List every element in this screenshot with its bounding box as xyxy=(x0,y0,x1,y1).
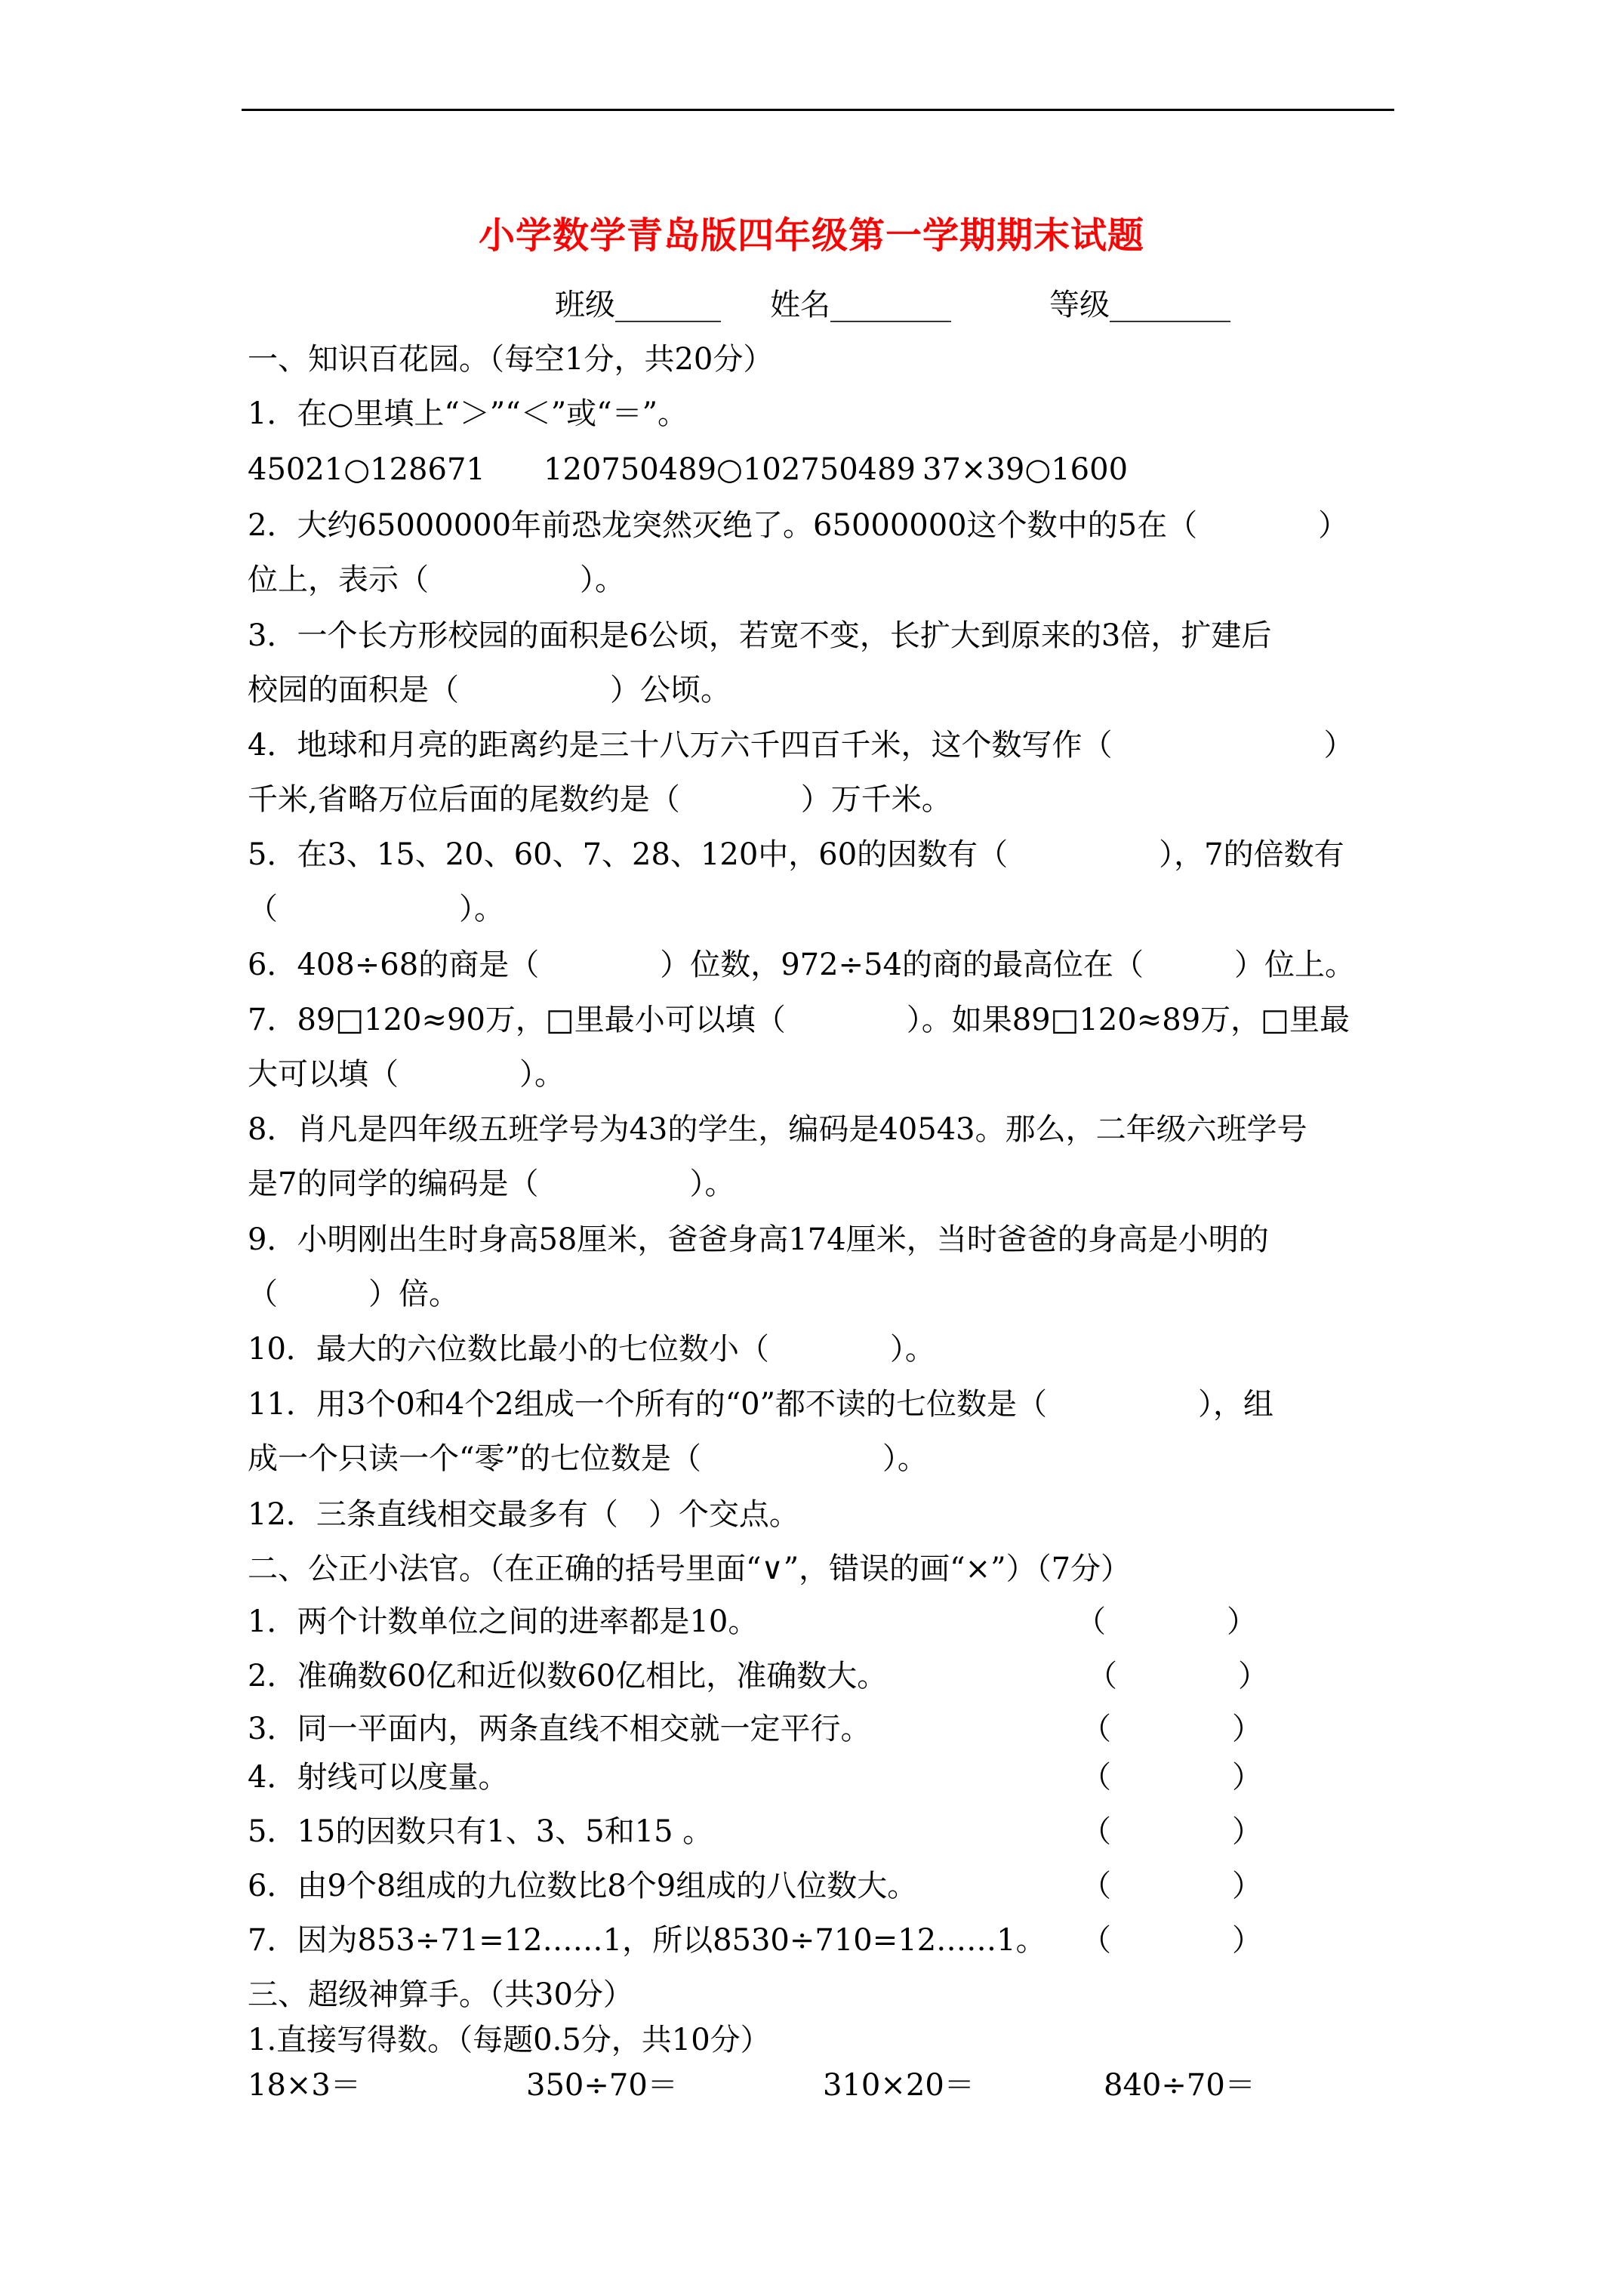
q7-line-2: 大可以填（ ）。 xyxy=(248,1057,565,1092)
q9-line-1: 9．小明刚出生时身高58厘米，爸爸身高174厘米，当时爸爸的身高是小明的 xyxy=(248,1222,1269,1257)
q7-line-1: 7．89□120≈90万，□里最小可以填（ ）。如果89□120≈89万，□里最 xyxy=(248,1003,1350,1037)
q1-text: 1．在○里填上“＞”“＜”或“＝”。 xyxy=(248,396,688,431)
class-field: 班级_______ xyxy=(555,288,721,322)
q5-line-2: （ ）。 xyxy=(248,892,504,926)
judge-item-3: 3．同一平面内，两条直线不相交就一定平行。 xyxy=(248,1712,871,1746)
judge-item-4: 4．射线可以度量。 xyxy=(248,1760,509,1795)
judge-bracket-4: （ ） xyxy=(1081,1760,1262,1795)
q4-line-2: 千米,省略万位后面的尾数约是（ ）万千米。 xyxy=(248,782,952,817)
calc-item-2: 350÷70＝ xyxy=(526,2068,678,2103)
q10-text: 10．最大的六位数比最小的七位数小（ ）。 xyxy=(248,1332,935,1367)
section3-sub1: 1.直接写得数。（每题0.5分，共10分） xyxy=(248,2023,771,2057)
judge-item-1: 1．两个计数单位之间的进率都是10。 xyxy=(248,1604,759,1639)
q3-line-1: 3．一个长方形校园的面积是6公顷，若宽不变，长扩大到原来的3倍，扩建后 xyxy=(248,618,1272,653)
judge-item-7: 7．因为853÷71=12……1，所以8530÷710=12……1。 xyxy=(248,1923,1046,1958)
grade-field: 等级________ xyxy=(1049,288,1230,322)
q1-item-3: 37×39○1600 xyxy=(922,452,1129,487)
q1-item-2: 120750489○102750489 xyxy=(544,452,916,487)
q8-line-1: 8．肖凡是四年级五班学号为43的学生，编码是40543。那么，二年级六班学号 xyxy=(248,1112,1307,1147)
q6-text: 6．408÷68的商是（ ）位数，972÷54的商的最高位在（ ）位上。 xyxy=(248,948,1355,982)
q2-line-1: 2．大约65000000年前恐龙突然灭绝了。65000000这个数中的5在（ ） xyxy=(248,508,1349,543)
page-title: 小学数学青岛版四年级第一学期期末试题 xyxy=(478,214,1144,257)
section1-heading: 一、知识百花园。（每空1分，共20分） xyxy=(248,342,774,377)
name-field: 姓名________ xyxy=(770,288,951,322)
q12-text: 12．三条直线相交最多有（ ）个交点。 xyxy=(248,1497,799,1532)
judge-bracket-7: （ ） xyxy=(1081,1923,1262,1958)
q9-line-2: （ ）倍。 xyxy=(248,1277,459,1311)
q2-line-2: 位上，表示（ ）。 xyxy=(248,562,625,597)
judge-item-5: 5．15的因数只有1、3、5和15 。 xyxy=(248,1814,713,1849)
q11-line-1: 11．用3个0和4个2组成一个所有的“0”都不读的七位数是（ ），组 xyxy=(248,1387,1274,1422)
top-rule xyxy=(242,109,1394,111)
judge-bracket-2: （ ） xyxy=(1087,1659,1268,1693)
judge-bracket-1: （ ） xyxy=(1076,1604,1257,1639)
judge-item-2: 2．准确数60亿和近似数60亿相比，准确数大。 xyxy=(248,1659,888,1693)
q5-line-1: 5．在3、15、20、60、7、28、120中，60的因数有（ ），7的倍数有 xyxy=(248,837,1344,872)
calc-item-3: 310×20＝ xyxy=(823,2068,975,2103)
judge-bracket-3: （ ） xyxy=(1081,1712,1262,1746)
q3-line-2: 校园的面积是（ ）公顷。 xyxy=(248,673,731,707)
q8-line-2: 是7的同学的编码是（ ）。 xyxy=(248,1166,735,1201)
judge-bracket-5: （ ） xyxy=(1081,1814,1262,1849)
q1-item-1: 45021○128671 xyxy=(248,452,485,487)
judge-item-6: 6．由9个8组成的九位数比8个9组成的八位数大。 xyxy=(248,1869,918,1903)
calc-item-4: 840÷70＝ xyxy=(1104,2068,1255,2103)
q4-line-1: 4．地球和月亮的距离约是三十八万六千四百千米，这个数写作（ ） xyxy=(248,728,1354,763)
calc-item-1: 18×3＝ xyxy=(248,2068,361,2103)
section3-heading: 三、超级神算手。（共30分） xyxy=(248,1977,633,2012)
q11-line-2: 成一个只读一个“零”的七位数是（ ）。 xyxy=(248,1441,928,1476)
judge-bracket-6: （ ） xyxy=(1081,1869,1262,1903)
section2-heading: 二、公正小法官。（在正确的括号里面“∨”，错误的画“×”）（7分） xyxy=(248,1552,1132,1586)
